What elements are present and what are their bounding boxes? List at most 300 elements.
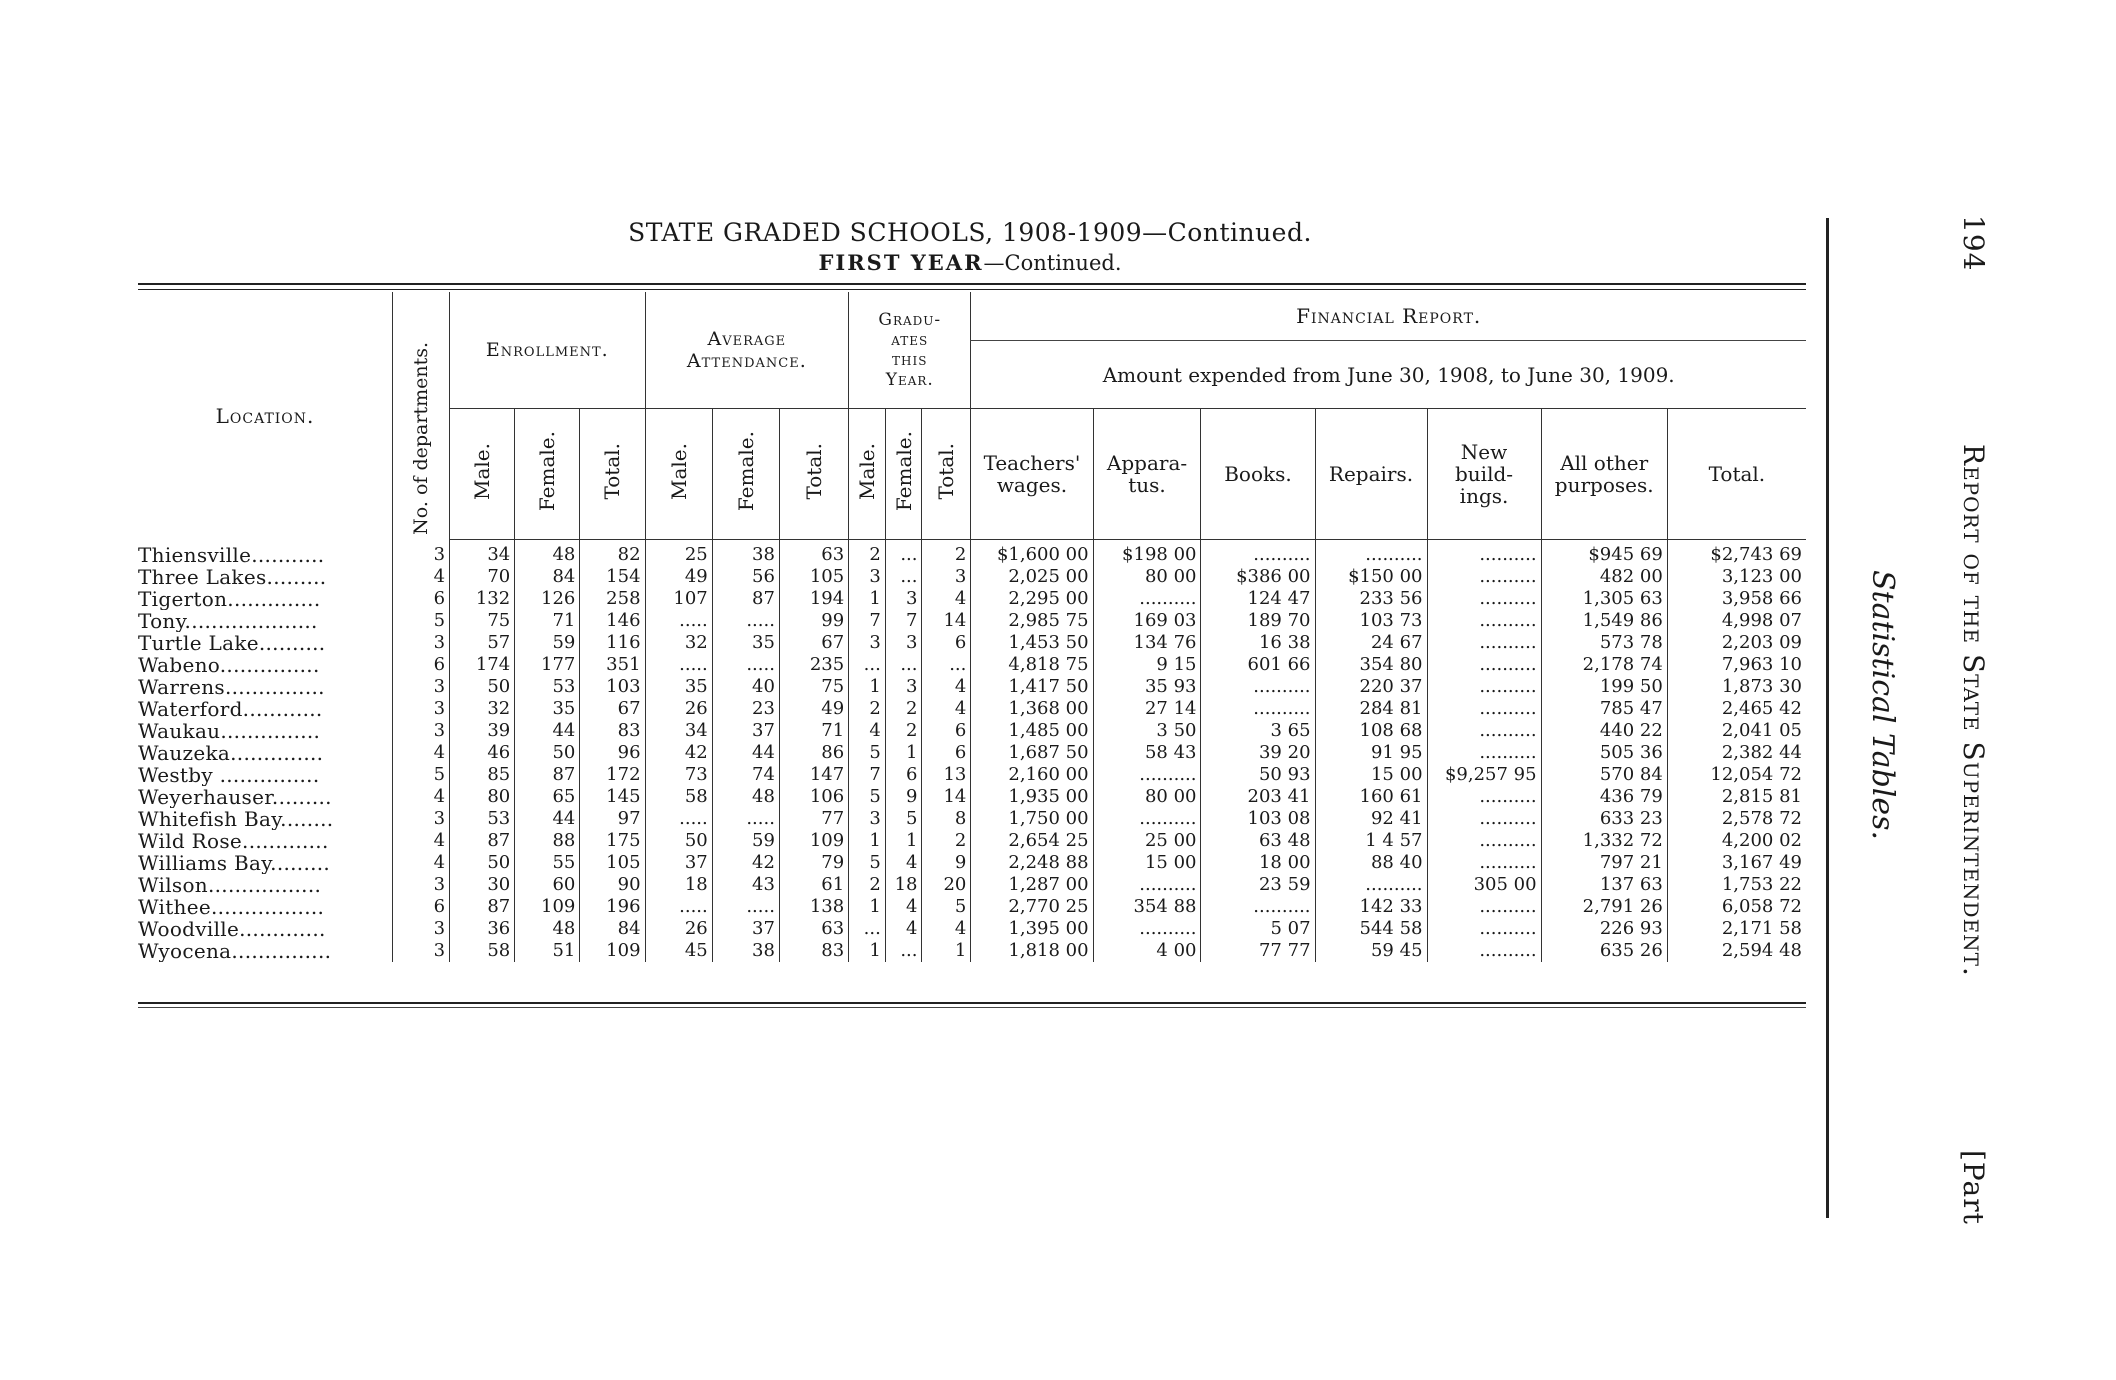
table-cell: 4 (885, 852, 922, 874)
subtitle-rest: —Continued. (983, 251, 1122, 275)
table-cell: 2,985 75 (971, 610, 1093, 632)
table-cell: 7 (885, 610, 922, 632)
table-cell: 5 (849, 742, 886, 764)
table-cell: 59 45 (1315, 940, 1427, 962)
table-cell: 2 (849, 540, 886, 567)
books-header: Books. (1201, 409, 1315, 540)
table-cell: 32 (645, 632, 712, 654)
table-cell: .......... (1201, 896, 1315, 918)
enroll-male-header (450, 409, 515, 540)
table-cell: 196 (580, 896, 645, 918)
table-cell: 25 (645, 540, 712, 567)
table-cell: 160 61 (1315, 786, 1427, 808)
table-cell: .......... (1427, 742, 1541, 764)
table-cell: 1,417 50 (971, 676, 1093, 698)
table-cell: 4 00 (1093, 940, 1201, 962)
table-cell: 61 (779, 874, 848, 896)
table-cell: 90 (580, 874, 645, 896)
table-cell: 284 81 (1315, 698, 1427, 720)
table-cell: 48 (515, 918, 580, 940)
new-buildings-header (1427, 409, 1541, 540)
location-cell: Williams Bay......... (138, 852, 331, 874)
table-cell: 3 (885, 588, 922, 610)
table-cell: 71 (779, 720, 848, 742)
table-cell: 3,958 66 (1667, 588, 1806, 610)
table-cell: 77 (779, 808, 848, 830)
table-cell: 18 00 (1201, 852, 1315, 874)
table-cell: 80 (450, 786, 515, 808)
table-cell: 1,485 00 (971, 720, 1093, 742)
table-cell: 48 (712, 786, 779, 808)
location-cell: Withee................. (138, 896, 325, 918)
table-cell: 4 (922, 588, 971, 610)
table-cell: .......... (1427, 588, 1541, 610)
attend-female-header (712, 409, 779, 540)
table-row (138, 632, 1806, 654)
table-cell: 4 (393, 786, 450, 808)
table-cell: 5 (885, 808, 922, 830)
table-cell: 203 41 (1201, 786, 1315, 808)
table-cell: 42 (712, 852, 779, 874)
table-cell: 147 (779, 764, 848, 786)
table-cell: 2,203 09 (1667, 632, 1806, 654)
table-cell: 3 (393, 720, 450, 742)
grad-female-header (885, 409, 922, 540)
location-cell: Wild Rose............. (138, 830, 329, 852)
table-cell: 6 (393, 896, 450, 918)
location-header: Location. (215, 403, 315, 428)
table-cell: 3,123 00 (1667, 566, 1806, 588)
table-cell: 1 (849, 830, 886, 852)
table-cell: 39 20 (1201, 742, 1315, 764)
table-cell: 9 (922, 852, 971, 874)
table-cell: .......... (1427, 654, 1541, 676)
table-cell: 38 (712, 540, 779, 567)
location-cell: Wyocena............... (138, 940, 332, 962)
location-cell: Wauzeka.............. (138, 742, 324, 764)
graduates-line1: Gradu- (878, 310, 942, 330)
table-cell: 2 (885, 698, 922, 720)
table-cell: 2,041 05 (1667, 720, 1806, 742)
table-row (138, 808, 1806, 830)
table-cell: 84 (515, 566, 580, 588)
table-cell: 3 (885, 676, 922, 698)
location-cell: Turtle Lake.......... (138, 632, 326, 654)
enroll-female-header (515, 409, 580, 540)
table-cell: 56 (712, 566, 779, 588)
table-cell: 2 (922, 830, 971, 852)
table-cell: 2,465 42 (1667, 698, 1806, 720)
table-cell: ... (922, 654, 971, 676)
table-cell: 440 22 (1541, 720, 1667, 742)
table-cell: 4 (393, 830, 450, 852)
table-cell: 1 (849, 588, 886, 610)
statistics-table (138, 292, 1806, 962)
table-cell: 785 47 (1541, 698, 1667, 720)
table-cell: 37 (712, 720, 779, 742)
table-body (138, 540, 1806, 963)
table-cell: .......... (1427, 896, 1541, 918)
table-cell: 30 (450, 874, 515, 896)
table-cell: 1,549 86 (1541, 610, 1667, 632)
location-cell: Woodville............. (138, 918, 326, 940)
table-cell: ..... (712, 896, 779, 918)
table-cell: ... (885, 654, 922, 676)
table-row (138, 676, 1806, 698)
table-cell: 3 (393, 632, 450, 654)
table-row (138, 588, 1806, 610)
table-cell: 16 38 (1201, 632, 1315, 654)
table-cell: 9 (885, 786, 922, 808)
table-cell: 482 00 (1541, 566, 1667, 588)
table-cell: 199 50 (1541, 676, 1667, 698)
table-cell: 4,818 75 (971, 654, 1093, 676)
table-cell: 6,058 72 (1667, 896, 1806, 918)
table-cell: 87 (450, 896, 515, 918)
location-cell: Whitefish Bay........ (138, 808, 334, 830)
departments-label: No. of departments. (410, 341, 433, 535)
table-cell: 3 (849, 808, 886, 830)
bottom-rule (138, 1002, 1806, 1004)
table-cell: 99 (779, 610, 848, 632)
table-cell: .......... (1315, 874, 1427, 896)
table-cell: 34 (450, 540, 515, 567)
table-cell: 4 (393, 742, 450, 764)
table-cell: 49 (645, 566, 712, 588)
table-cell: .......... (1427, 632, 1541, 654)
table-cell: 63 48 (1201, 830, 1315, 852)
table-cell: 5 (849, 852, 886, 874)
table-cell: 73 (645, 764, 712, 786)
table-cell: 1,750 00 (971, 808, 1093, 830)
table-cell: 4 (922, 918, 971, 940)
table-cell: 797 21 (1541, 852, 1667, 874)
table-cell: 8 (922, 808, 971, 830)
graduates-line4: Year. (885, 370, 934, 390)
table-cell: 44 (712, 742, 779, 764)
table-cell: 51 (515, 940, 580, 962)
table-cell: 1 4 57 (1315, 830, 1427, 852)
table-cell: 7 (849, 764, 886, 786)
location-cell: Tigerton.............. (138, 588, 321, 610)
table-cell: 3 (393, 918, 450, 940)
table-cell: .......... (1201, 676, 1315, 698)
table-cell: 3 (393, 676, 450, 698)
table-row (138, 764, 1806, 786)
teachers-wages-header (971, 409, 1093, 540)
table-cell: 354 80 (1315, 654, 1427, 676)
apparatus-line1: Appara- (1106, 451, 1188, 475)
subtitle-bold: FIRST YEAR (818, 250, 984, 275)
table-cell: 4 (393, 852, 450, 874)
table-cell: 1,818 00 (971, 940, 1093, 962)
table-cell: 50 (450, 676, 515, 698)
table-cell: 13 (922, 764, 971, 786)
table-cell: $386 00 (1201, 566, 1315, 588)
table-cell: 1,305 63 (1541, 588, 1667, 610)
bottom-rule-thin (138, 1007, 1806, 1008)
table-cell: 1 (922, 940, 971, 962)
table-cell: 24 67 (1315, 632, 1427, 654)
table-cell: 2,654 25 (971, 830, 1093, 852)
attend-total-header (779, 409, 848, 540)
attendance-line2: Attendance. (686, 350, 807, 372)
table-cell: 105 (580, 852, 645, 874)
table-cell: .......... (1427, 610, 1541, 632)
table-cell: ... (849, 654, 886, 676)
table-cell: 4 (885, 918, 922, 940)
table-cell: 505 36 (1541, 742, 1667, 764)
table-cell: 6 (393, 654, 450, 676)
table-cell: .......... (1315, 540, 1427, 567)
location-cell: Waukau............... (138, 720, 321, 742)
table-cell: 233 56 (1315, 588, 1427, 610)
table-cell: 2,178 74 (1541, 654, 1667, 676)
table-cell: 635 26 (1541, 940, 1667, 962)
table-cell: 2,295 00 (971, 588, 1093, 610)
location-cell: Wilson................. (138, 874, 322, 896)
teachers-wages-line2: wages. (996, 473, 1068, 497)
table-cell: 45 (645, 940, 712, 962)
table-cell: 46 (450, 742, 515, 764)
table-cell: 50 (450, 852, 515, 874)
table-row (138, 874, 1806, 896)
table-cell: 12,054 72 (1667, 764, 1806, 786)
section-title: Statistical Tables. (1865, 570, 1900, 841)
table-cell: 1,873 30 (1667, 676, 1806, 698)
apparatus-header (1093, 409, 1201, 540)
table-cell: 601 66 (1201, 654, 1315, 676)
table-cell: .......... (1427, 940, 1541, 962)
grad-total-label: Total. (934, 443, 959, 500)
table-cell: .......... (1427, 676, 1541, 698)
statistics-table-wrap (138, 292, 1806, 962)
table-cell: 4 (922, 698, 971, 720)
table-cell: 58 (450, 940, 515, 962)
table-cell: ..... (645, 610, 712, 632)
table-cell: 220 37 (1315, 676, 1427, 698)
table-cell: 75 (450, 610, 515, 632)
table-cell: 55 (515, 852, 580, 874)
running-head-title: Report of the State Superintendent. (1957, 444, 1990, 978)
table-cell: 7,963 10 (1667, 654, 1806, 676)
table-cell: 7 (849, 610, 886, 632)
table-cell: 79 (779, 852, 848, 874)
table-cell: 59 (515, 632, 580, 654)
table-cell: ..... (645, 654, 712, 676)
table-cell: 38 (712, 940, 779, 962)
table-cell: 3 (885, 632, 922, 654)
table-cell: 154 (580, 566, 645, 588)
table-row (138, 852, 1806, 874)
table-cell: 6 (885, 764, 922, 786)
table-cell: 2,382 44 (1667, 742, 1806, 764)
attendance-header (645, 292, 849, 409)
table-cell: 109 (515, 896, 580, 918)
table-row (138, 610, 1806, 632)
table-cell: 74 (712, 764, 779, 786)
table-cell: 15 00 (1093, 852, 1201, 874)
table-cell: $150 00 (1315, 566, 1427, 588)
table-cell: 84 (580, 918, 645, 940)
table-cell: 35 93 (1093, 676, 1201, 698)
page-subtitle (610, 250, 1330, 275)
table-cell: 6 (922, 632, 971, 654)
table-cell: 4,998 07 (1667, 610, 1806, 632)
fin-total-header: Total. (1667, 409, 1806, 540)
table-cell: 26 (645, 918, 712, 940)
table-cell: 23 59 (1201, 874, 1315, 896)
table-cell: 2,578 72 (1667, 808, 1806, 830)
location-cell: Three Lakes......... (138, 566, 327, 588)
table-row (138, 940, 1806, 962)
table-cell: 18 (885, 874, 922, 896)
table-cell: 18 (645, 874, 712, 896)
table-cell: 4 (393, 566, 450, 588)
table-cell: .......... (1201, 698, 1315, 720)
enroll-total-label: Total. (600, 443, 625, 500)
table-cell: 14 (922, 786, 971, 808)
table-cell: 53 (450, 808, 515, 830)
table-cell: 26 (645, 698, 712, 720)
table-cell: 103 08 (1201, 808, 1315, 830)
table-cell: 107 (645, 588, 712, 610)
table-cell: 35 (515, 698, 580, 720)
repairs-header: Repairs. (1315, 409, 1427, 540)
table-cell: 305 00 (1427, 874, 1541, 896)
table-cell: 87 (712, 588, 779, 610)
table-row (138, 742, 1806, 764)
table-cell: 1,935 00 (971, 786, 1093, 808)
top-rule (138, 283, 1806, 285)
table-cell: 34 (645, 720, 712, 742)
table-cell: 2,770 25 (971, 896, 1093, 918)
table-cell: .......... (1093, 874, 1201, 896)
table-cell: 3 (393, 698, 450, 720)
table-cell: 194 (779, 588, 848, 610)
table-cell: 235 (779, 654, 848, 676)
table-cell: 39 (450, 720, 515, 742)
table-cell: 57 (450, 632, 515, 654)
table-cell: 37 (712, 918, 779, 940)
table-cell: 88 (515, 830, 580, 852)
table-cell: 36 (450, 918, 515, 940)
page-title: STATE GRADED SCHOOLS, 1908-1909—Continued. (628, 218, 1312, 247)
table-cell: 67 (779, 632, 848, 654)
apparatus-line2: tus. (1128, 473, 1166, 497)
table-cell: 32 (450, 698, 515, 720)
attend-male-header (645, 409, 712, 540)
table-cell: 75 (779, 676, 848, 698)
location-cell: Thiensville........... (138, 542, 325, 566)
table-cell: 59 (712, 830, 779, 852)
table-cell: 573 78 (1541, 632, 1667, 654)
table-cell: 4 (885, 896, 922, 918)
table-cell: 109 (580, 940, 645, 962)
table-cell: 91 95 (1315, 742, 1427, 764)
table-cell: .......... (1093, 588, 1201, 610)
table-cell: ... (849, 918, 886, 940)
table-cell: 87 (450, 830, 515, 852)
table-cell: 92 41 (1315, 808, 1427, 830)
table-cell: 5 (849, 786, 886, 808)
table-cell: 1,453 50 (971, 632, 1093, 654)
enroll-female-label: Female. (535, 431, 560, 512)
table-cell: 88 40 (1315, 852, 1427, 874)
top-rule-thin (138, 289, 1806, 290)
table-cell: .......... (1093, 764, 1201, 786)
table-cell: 633 23 (1541, 808, 1667, 830)
table-cell: 67 (580, 698, 645, 720)
graduates-line2: ates (891, 330, 929, 350)
table-cell: 1,395 00 (971, 918, 1093, 940)
table-cell: 49 (779, 698, 848, 720)
table-cell: 142 33 (1315, 896, 1427, 918)
grad-male-header (849, 409, 886, 540)
table-cell: $945 69 (1541, 540, 1667, 567)
table-cell: 48 (515, 540, 580, 567)
table-cell: 1,287 00 (971, 874, 1093, 896)
table-cell: 83 (779, 940, 848, 962)
financial-header: Financial Report. (971, 292, 1806, 341)
table-cell: ..... (712, 610, 779, 632)
table-row (138, 918, 1806, 940)
table-cell: 3 (393, 540, 450, 567)
table-cell: 3 (393, 808, 450, 830)
table-cell: 1,753 22 (1667, 874, 1806, 896)
table-cell: .......... (1427, 566, 1541, 588)
table-cell: 3 (393, 940, 450, 962)
table-cell: 189 70 (1201, 610, 1315, 632)
table-cell: 86 (779, 742, 848, 764)
new-buildings-line3: ings. (1459, 484, 1509, 508)
table-cell: 42 (645, 742, 712, 764)
table-cell: .......... (1427, 540, 1541, 567)
table-cell: 1,368 00 (971, 698, 1093, 720)
table-row (138, 654, 1806, 676)
departments-header (393, 292, 450, 540)
table-cell: ..... (645, 808, 712, 830)
location-cell: Tony.................... (138, 610, 318, 632)
table-cell: 9 15 (1093, 654, 1201, 676)
table-cell: $9,257 95 (1427, 764, 1541, 786)
table-cell: 145 (580, 786, 645, 808)
table-cell: 14 (922, 610, 971, 632)
table-row (138, 896, 1806, 918)
table-cell: 6 (393, 588, 450, 610)
table-row (138, 786, 1806, 808)
table-cell: 126 (515, 588, 580, 610)
table-cell: .......... (1427, 720, 1541, 742)
table-cell: .......... (1427, 786, 1541, 808)
table-cell: .......... (1427, 830, 1541, 852)
table-cell: .......... (1427, 698, 1541, 720)
table-cell: 169 03 (1093, 610, 1201, 632)
all-other-line1: All other (1560, 451, 1649, 475)
table-cell: 5 07 (1201, 918, 1315, 940)
table-cell: 103 73 (1315, 610, 1427, 632)
table-cell: 137 63 (1541, 874, 1667, 896)
table-cell: 63 (779, 918, 848, 940)
table-cell: 83 (580, 720, 645, 742)
attend-female-label: Female. (733, 431, 758, 512)
table-cell: 71 (515, 610, 580, 632)
table-cell: $2,743 69 (1667, 540, 1806, 567)
table-cell: .......... (1093, 808, 1201, 830)
location-cell: Warrens............... (138, 676, 325, 698)
table-cell: 50 (515, 742, 580, 764)
table-cell: ... (885, 566, 922, 588)
